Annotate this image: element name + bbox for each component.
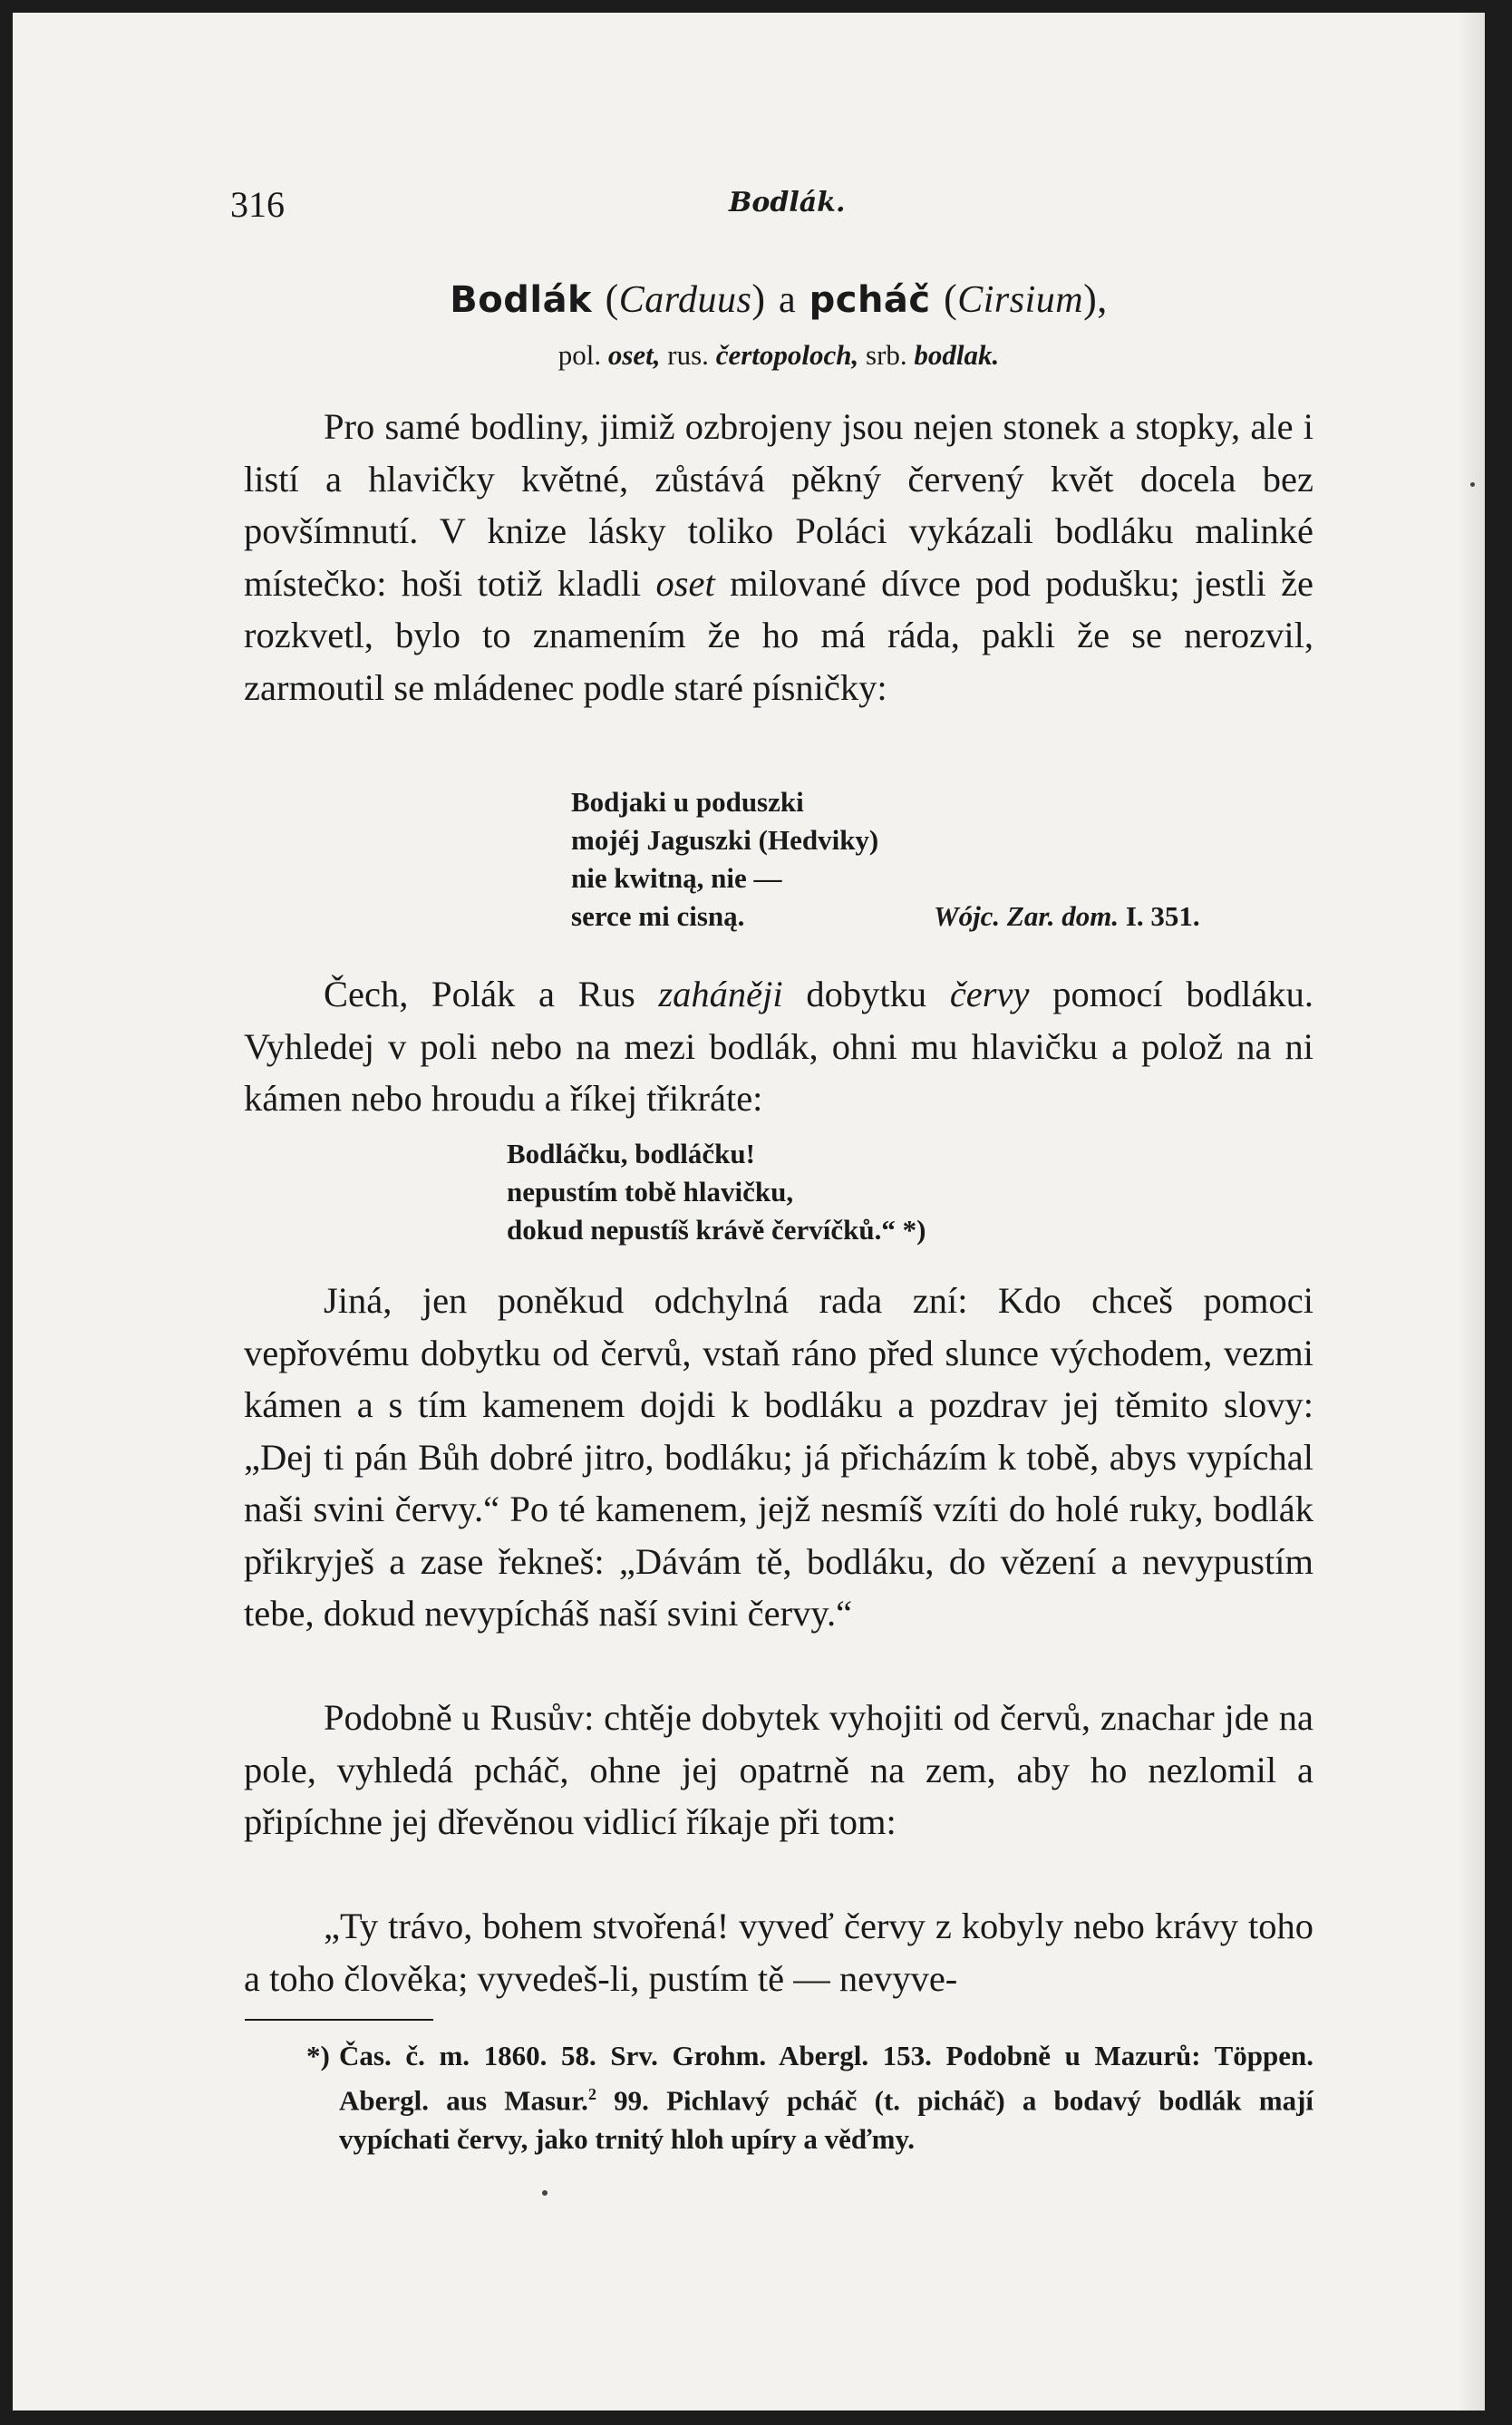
paragraph-1-text-a: Pro samé bodliny, jimiž ozbrojeny jsou nejen stonek a stopky, ale i listí a hlavičky květné, zůstává pěkný červený květ docela bez povšímnutí. V knize lásky toliko Poláci vykázali bodláku malinké místečko: hoši totiž kladli (244, 406, 1313, 604)
verse-2-line: Bodláčku, bodláčku! (507, 1138, 755, 1169)
paragraph-2 (244, 968, 1313, 1125)
footnote-text-a: Čas. č. m. 1860. 58. Srv. Grohm. Abergl. 153. Podobně u Mazurů: Töppen. Abergl. aus Masur. (339, 2040, 1313, 2117)
title-close-paren-1: ) (751, 276, 766, 321)
verse-1 (571, 783, 1323, 936)
paragraph-2-text-a: Čech, Polák a Rus (324, 974, 635, 1014)
paragraph-3-block (244, 1275, 1313, 1640)
paragraph-5-block (244, 1900, 1313, 2004)
verse-2 (507, 1135, 1323, 1249)
subtitle-rus-word: čertopoloch, (715, 339, 859, 371)
footnote-text-b: 99. Pichlavý pcháč (t. picháč) a bodavý bodlák mají vypíchati červy, jako trnitý hloh upíry a věďmy. (339, 2084, 1314, 2156)
title-open-paren-2: ( (944, 276, 958, 321)
scan-speck (542, 2190, 548, 2196)
subtitle-pol-word: oset, (607, 339, 661, 371)
verse-1-line: Bodjaki u poduszki (571, 786, 804, 818)
title-conjunction: a (779, 279, 797, 321)
subtitle-srb-word: bodlak. (914, 339, 1000, 371)
page-edge-shadow (1458, 13, 1485, 2410)
paragraph-2-block (244, 968, 1313, 1125)
footnote-rule (245, 2019, 433, 2021)
paragraph-4: Podobně u Rusův: chtěje dobytek vyhojiti od červů, znachar jde na pole, vyhledá pcháč, ohne jej opatrně na zem, aby ho nezlomil a připíchne jej dřevěnou vidlicí říkaje při tom: (244, 1697, 1313, 1842)
citation-reference: I. 351. (1125, 900, 1200, 932)
paragraph-2-italic-1: zaháněji (658, 974, 783, 1014)
paragraph-2-text-b: dobytku (806, 974, 927, 1014)
page-number: 316 (230, 184, 285, 225)
title-latin2: Cirsium (957, 279, 1084, 321)
verse-2-line: dokud nepustíš krávě červíčků.“ *) (507, 1214, 926, 1246)
verse-1-line: nie kwitną, nie — (571, 862, 782, 894)
paragraph-1-text-b: milované dívce pod podušku; jestli že rozkvetl, bylo to znamením že ho má ráda, pakli že se nerozvil, zarmoutil se mládenec podle staré písničky: (244, 562, 1314, 708)
title-name2: pcháč (809, 279, 931, 321)
paragraph-1-italic: oset (655, 562, 715, 604)
paragraph-2-italic-2: červy (949, 974, 1030, 1014)
footnote-block (306, 2036, 1314, 2158)
citation-source: Wójc. Zar. dom. (934, 900, 1119, 932)
title-close-paren-2: ), (1083, 276, 1108, 321)
title-open-paren-1: ( (605, 276, 619, 321)
title-latin1: Carduus (618, 279, 752, 321)
running-head (230, 183, 1318, 228)
chapter-title (244, 276, 1313, 322)
verse-1-line: mojéj Jaguszki (Hedviky) (571, 824, 879, 856)
book-page (13, 13, 1485, 2410)
footnote-superscript: 2 (587, 2085, 596, 2103)
paragraph-1-block (244, 401, 1313, 713)
verse-1-line: serce mi cisną. (571, 900, 745, 932)
subtitle-rus-label: rus. (667, 339, 709, 371)
subtitle-pol-label: pol. (557, 339, 602, 371)
verse-1-citation (934, 897, 1200, 936)
chapter-subtitle (244, 339, 1313, 372)
subtitle-srb-label: srb. (866, 339, 907, 371)
paragraph-1 (244, 401, 1313, 713)
paragraph-3: Jiná, jen poněkud odchylná rada zní: Kdo chceš pomoci vepřovému dobytku od červů, vstaň ráno před slunce východem, vezmi kámen a s tím kamenem dojdi k bodláku a pozdrav jej těmito slovy: „Dej ti pán Bůh dobré jitro, bodláku; já přicházím k tobě, abys vypíchal naši svini červy.“ Po té kamenem, jejž nesmíš vzíti do holé ruky, bodlák přikryješ a zase řekneš: „Dávám tě, bodláku, do vězení a nevypustím tebe, dokud nevypícháš naší svini červy.“ (244, 1280, 1313, 1634)
paragraph-2-text-c: pomocí bodláku. Vyhledej v poli nebo na mezi bodlák, ohni mu hlavičku a polož na ni kámen nebo hroudu a říkej třikráte: (244, 974, 1313, 1119)
verse-2-line: nepustím tobě hlavičku, (507, 1176, 794, 1208)
title-name1: Bodlák (450, 279, 593, 321)
paragraph-5: „Ty trávo, bohem stvořená! vyveď červy z kobyly nebo krávy toho a toho člověka; vyvedeš-li, pustím tě — nevyve- (244, 1906, 1313, 1999)
paragraph-4-block (244, 1692, 1313, 1848)
footnote (339, 2036, 1313, 2158)
scan-speck (1470, 482, 1475, 487)
footnote-marker: *) (306, 2040, 330, 2071)
running-title: Bodlák. (729, 187, 846, 218)
